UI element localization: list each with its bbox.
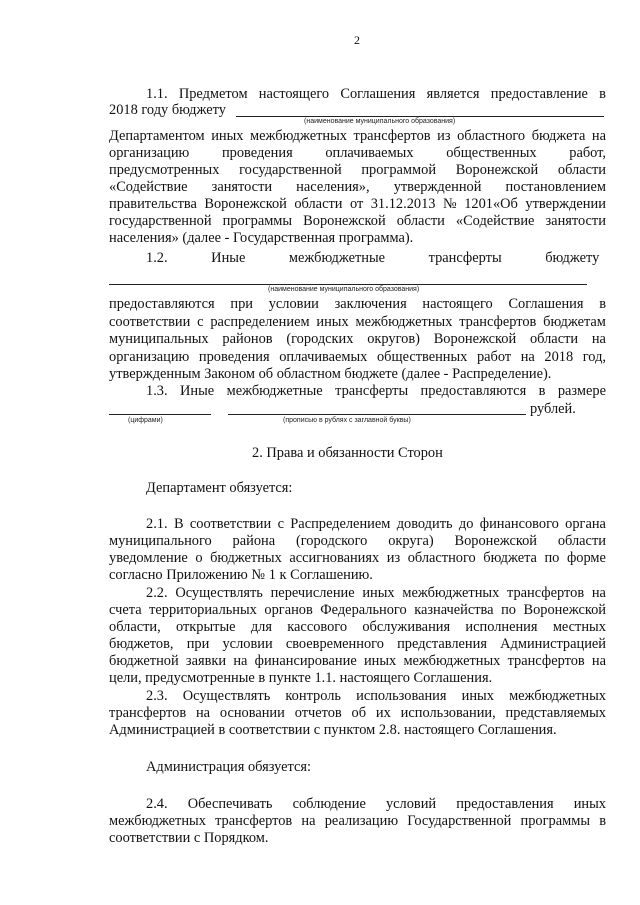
word: иных <box>211 128 244 144</box>
word: использования <box>356 688 447 704</box>
word: отчетов <box>294 705 342 721</box>
word: казначейства <box>414 602 494 618</box>
word: области <box>294 196 343 212</box>
word: по <box>544 550 560 566</box>
word: об <box>351 705 367 721</box>
word: из <box>437 128 451 144</box>
word: работ, <box>569 145 606 161</box>
word: Обеспечивать <box>187 796 273 812</box>
word: межбюджетных <box>109 813 206 829</box>
word: соответствии <box>109 314 191 330</box>
word: условии <box>222 636 273 652</box>
word: иных <box>573 796 606 812</box>
word: из <box>386 550 401 566</box>
word: бюджетных <box>210 550 282 566</box>
word: трансфертов <box>507 585 585 601</box>
word: трансфертов <box>215 813 293 829</box>
word: представления <box>397 636 487 652</box>
word: проведения <box>221 145 293 161</box>
word: 31.12.2013 <box>370 196 436 212</box>
paragraph-line <box>109 162 606 178</box>
word: (городского <box>295 533 368 549</box>
word: «Содействие <box>109 179 188 195</box>
word: иных <box>461 688 494 704</box>
municipality-blank-line <box>236 116 604 117</box>
word: контроль <box>285 688 341 704</box>
word: Департаментом <box>109 128 205 144</box>
word: в <box>538 383 546 399</box>
paragraph-line-last: соответствии с Порядком. <box>109 830 269 846</box>
word: соблюдение <box>292 796 366 812</box>
word: местных <box>552 619 606 635</box>
word: открытые <box>176 619 236 635</box>
paragraph-line <box>109 145 606 161</box>
word: межбюджетных <box>250 128 347 144</box>
word: оплачиваемых <box>325 145 414 161</box>
word: Соглашения <box>340 86 416 102</box>
paragraph-line-last: утвержденным Законом об областном бюджете (далее - Распределение). <box>109 366 552 382</box>
word: форме <box>566 550 606 566</box>
paragraph-line <box>109 602 606 618</box>
administration-heading: Администрация обязуется: <box>146 759 312 775</box>
word: является <box>426 86 480 102</box>
paragraph-line-last: согласно Приложению № 1 к Соглашению. <box>109 567 373 583</box>
word: перечисление <box>270 585 355 601</box>
paragraph-line <box>109 179 606 195</box>
word: в <box>599 813 606 829</box>
word: организацию <box>109 145 190 161</box>
word: предоставление <box>490 86 588 102</box>
word: до <box>458 516 474 532</box>
word: государственной <box>239 162 342 178</box>
word: межбюджетных <box>509 688 606 704</box>
word: с <box>197 314 204 330</box>
paragraph-1-2-line-1: 1.2. Иные межбюджетные трансферты бюджету <box>146 250 600 266</box>
word: условий <box>385 796 437 812</box>
word: постановлением <box>505 179 606 195</box>
word: кассового <box>287 619 348 635</box>
word: организацию <box>109 349 190 365</box>
word: Иные <box>180 383 215 399</box>
word: межбюджетных <box>355 314 453 330</box>
word: проведения <box>198 349 270 365</box>
word: в <box>599 296 606 312</box>
word: межбюджетных <box>403 653 501 669</box>
paragraph-line <box>109 705 606 721</box>
word: Воронежской <box>523 602 606 618</box>
word: на <box>591 128 606 144</box>
word: реализацию <box>324 813 399 829</box>
word: исполнения <box>465 619 538 635</box>
word: В <box>173 516 184 532</box>
word: Воронежской <box>454 533 537 549</box>
word: области <box>529 331 579 347</box>
word: на <box>301 813 316 829</box>
word: занятости <box>211 179 273 195</box>
word: по <box>501 602 516 618</box>
word: утвержденной <box>393 179 482 195</box>
word: 2.4. <box>146 796 168 812</box>
word: обслуживания <box>362 619 451 635</box>
amount-digits-blank-line <box>109 414 211 415</box>
word: бюджетов, <box>109 636 174 652</box>
word: трансфертов <box>109 705 187 721</box>
paragraph-line <box>146 796 606 812</box>
word: области <box>557 533 606 549</box>
word: «Содействие <box>455 213 535 229</box>
word: на <box>591 585 606 601</box>
department-heading: Департамент обязуется: <box>146 480 293 496</box>
word: их <box>375 705 391 721</box>
word: заключения <box>334 296 407 312</box>
word: для <box>250 619 272 635</box>
word: Предметом <box>178 86 248 102</box>
word: муниципального <box>109 533 212 549</box>
municipality-blank-line-2 <box>109 284 587 285</box>
amount-digits-caption: (цифрами) <box>128 417 163 424</box>
paragraph-line <box>109 533 606 549</box>
word: работ <box>476 349 512 365</box>
word: финансирование <box>254 653 357 669</box>
word: доводить <box>396 516 453 532</box>
paragraph-line <box>109 213 606 229</box>
word: муниципальных <box>109 331 209 347</box>
word: размере <box>557 383 606 399</box>
word: на <box>591 331 606 347</box>
word: оплачиваемых <box>279 349 368 365</box>
amount-words-caption: (прописью в рублях с заглавной буквы) <box>283 417 411 424</box>
paragraph-1-3-line-1 <box>146 383 606 399</box>
paragraph-line <box>109 636 606 652</box>
paragraph-line <box>109 550 606 566</box>
paragraph-1-1-line-1 <box>146 86 606 102</box>
word: о <box>195 550 203 566</box>
word: 1201«Об <box>464 196 518 212</box>
word: трансфертов <box>507 653 585 669</box>
word: при <box>186 636 210 652</box>
word: трансфертов <box>459 314 537 330</box>
word: финансового <box>479 516 559 532</box>
word: областного <box>457 128 526 144</box>
section-2-title: 2. Права и обязанности Сторон <box>252 445 443 461</box>
word: год, <box>582 349 606 365</box>
word: основании <box>219 705 285 721</box>
page-number: 2 <box>354 33 360 47</box>
word: органа <box>565 516 606 532</box>
paragraph-line <box>146 688 606 704</box>
word: на <box>591 653 606 669</box>
paragraph-line <box>109 619 606 635</box>
word: своевременного <box>285 636 384 652</box>
word: бюджетам <box>543 314 606 330</box>
word: представляемых <box>505 705 606 721</box>
word: территориальных <box>149 602 257 618</box>
word: 2.3. <box>146 688 168 704</box>
word: настоящего <box>258 86 330 102</box>
word: в <box>599 86 606 102</box>
word: государственной <box>109 213 212 229</box>
word: 1.3. <box>146 383 168 399</box>
word: от <box>349 196 364 212</box>
word: настоящего <box>422 296 493 312</box>
word: утверждении <box>525 196 606 212</box>
word: занятости <box>545 213 606 229</box>
word: общественных <box>376 349 468 365</box>
municipality-blank-caption-2: (наименование муниципального образования) <box>268 286 420 293</box>
word: 2.1. <box>146 516 168 532</box>
word: предусмотренных <box>109 162 220 178</box>
word: области <box>557 162 606 178</box>
word: населения», <box>296 179 370 195</box>
word: ассигнованиях <box>289 550 380 566</box>
word: 2018 <box>544 349 574 365</box>
paragraph-line <box>109 196 606 212</box>
word: межбюджетные <box>226 383 323 399</box>
word: Воронежской <box>303 213 386 229</box>
word: Осуществлять <box>175 585 263 601</box>
word: уведомление <box>109 550 188 566</box>
word: Воронежской <box>204 196 287 212</box>
word: округа) <box>388 533 434 549</box>
amount-words-blank-line <box>228 414 526 415</box>
word: Федерального <box>320 602 407 618</box>
word: трансфертов <box>353 128 431 144</box>
word: округов) <box>367 331 420 347</box>
word: на <box>233 653 248 669</box>
word: органов <box>264 602 313 618</box>
word: Государственной <box>407 813 512 829</box>
word: бюджета <box>531 128 586 144</box>
word: межбюджетных <box>402 585 500 601</box>
word: общественных <box>446 145 537 161</box>
paragraph-line <box>109 128 606 144</box>
word: иных <box>362 585 395 601</box>
word: предоставляются <box>420 383 527 399</box>
word: предоставления <box>456 796 554 812</box>
word: на <box>195 705 211 721</box>
word: на <box>520 349 535 365</box>
word: Соглашения <box>508 296 584 312</box>
paragraph-line <box>109 296 606 312</box>
paragraph-line-last: цели, предусмотренные в пункте 1.1. настоящего Соглашения. <box>109 670 493 686</box>
word: районов <box>222 331 273 347</box>
word: трансферты <box>335 383 409 399</box>
word: бюджетной <box>109 653 179 669</box>
word: при <box>230 296 253 312</box>
currency-label: рублей. <box>530 401 576 417</box>
word: (городских <box>286 331 354 347</box>
word: с <box>277 516 284 532</box>
word: иных <box>316 314 349 330</box>
paragraph-line <box>109 331 606 347</box>
word: иных <box>363 653 397 669</box>
word: заявки <box>185 653 227 669</box>
word: использовании, <box>400 705 496 721</box>
word: Осуществлять <box>182 688 271 704</box>
word: предоставляются <box>109 296 215 312</box>
word: № <box>442 196 457 212</box>
paragraph-1-1-line-2: 2018 году бюджету <box>109 102 226 118</box>
paragraph-line <box>109 314 606 330</box>
municipality-blank-caption: (наименование муниципального образования) <box>304 118 456 125</box>
word: 1.1. <box>146 86 168 102</box>
paragraph-line-last: Администрацией в соответствии с пунктом 2.8. настоящего Соглашения. <box>109 722 557 738</box>
word: Распределением <box>290 516 391 532</box>
word: программой <box>361 162 437 178</box>
paragraph-line <box>109 349 606 365</box>
paragraph-line <box>146 585 606 601</box>
paragraph-line <box>109 813 606 829</box>
word: области, <box>109 619 161 635</box>
word: программы <box>520 813 590 829</box>
word: района <box>232 533 276 549</box>
word: Воронежской <box>433 331 517 347</box>
word: областного <box>407 550 476 566</box>
paragraph-line <box>146 516 606 532</box>
word: условии <box>268 296 319 312</box>
word: распределением <box>210 314 310 330</box>
paragraph-line <box>109 653 606 669</box>
word: бюджета <box>483 550 537 566</box>
word: счета <box>109 602 142 618</box>
word: 2.2. <box>146 585 168 601</box>
word: Воронежской <box>455 162 539 178</box>
word: области <box>396 213 445 229</box>
paragraph-line-last: населения» (далее - Государственная программа). <box>109 230 414 246</box>
word: Администрацией <box>500 636 606 652</box>
word: соответствии <box>189 516 272 532</box>
word: правительства <box>109 196 197 212</box>
word: программы <box>222 213 293 229</box>
